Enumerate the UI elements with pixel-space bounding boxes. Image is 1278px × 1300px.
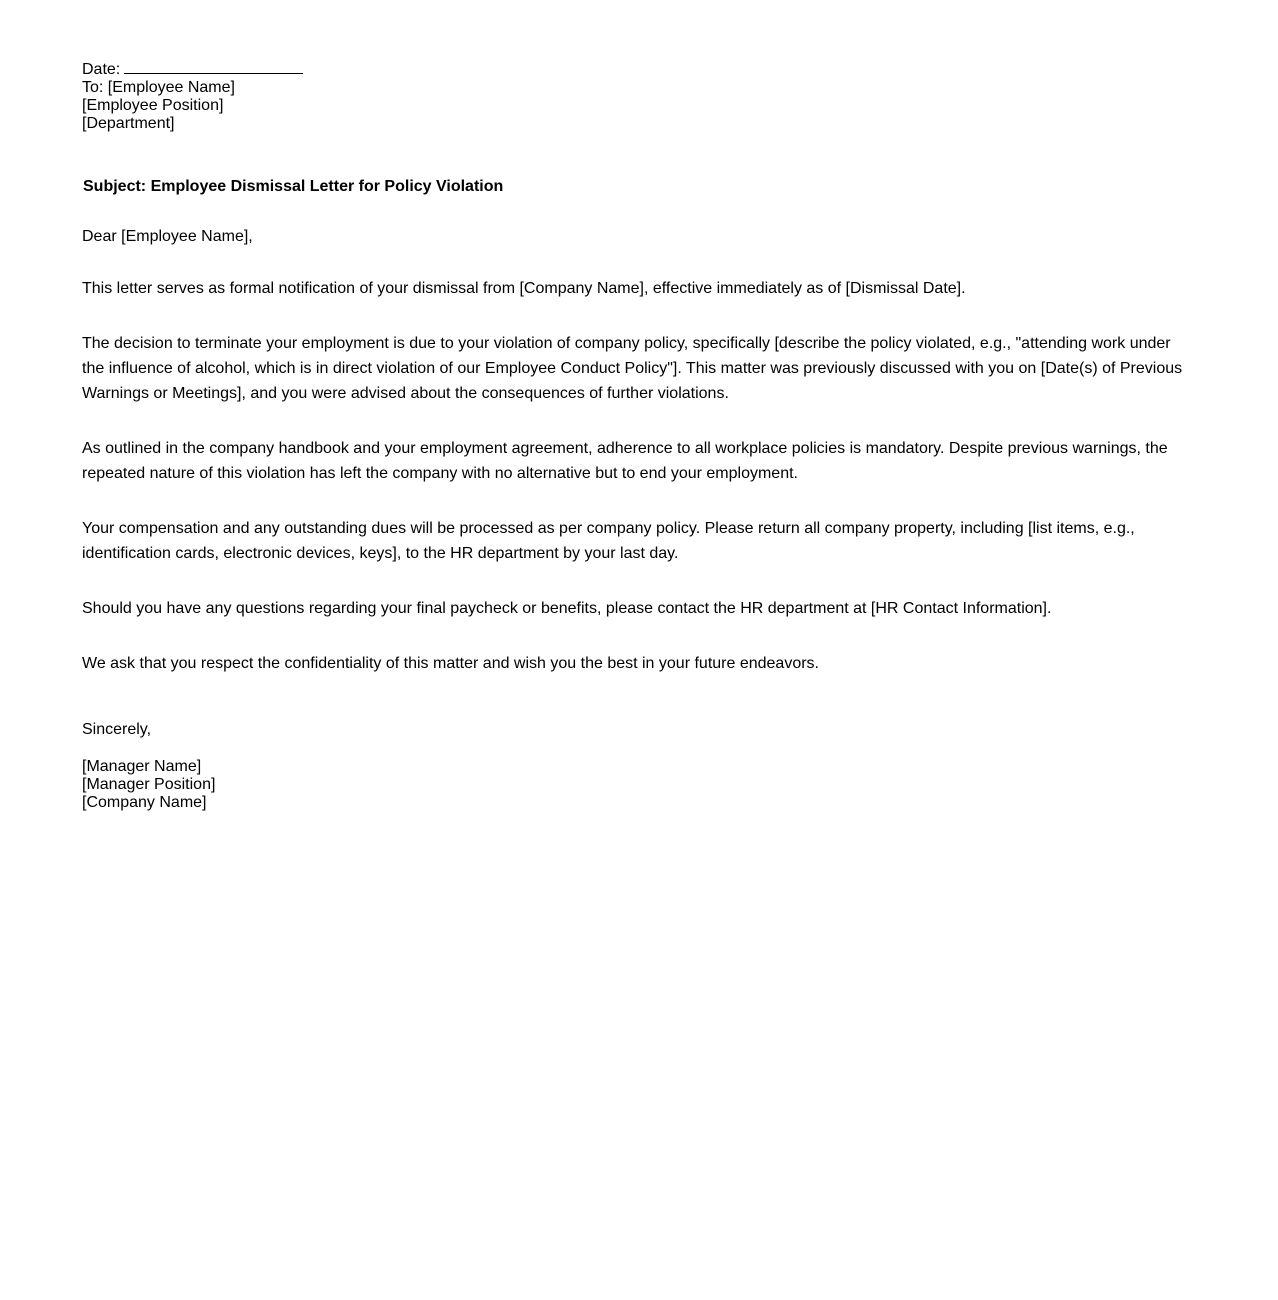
recipient-position: [Employee Position] xyxy=(82,97,224,114)
signer-company: [Company Name] xyxy=(82,794,207,811)
signer-position: [Manager Position] xyxy=(82,776,216,793)
body-paragraph-6: We ask that you respect the confidentiality of this matter and wish you the best in your future endeavors. xyxy=(82,655,819,672)
recipient-department: [Department] xyxy=(82,115,175,132)
date-line xyxy=(82,59,1192,79)
signature-block xyxy=(82,758,1192,812)
date-label: Date: xyxy=(82,61,121,78)
date-blank-field xyxy=(124,59,303,74)
body-paragraph-1: This letter serves as formal notification of your dismissal from [Company Name], effective immediately as of [Dismissal Date]. xyxy=(82,280,966,297)
body-paragraph-3: As outlined in the company handbook and your employment agreement, adherence to all workplace policies is mandatory. Despite previous warnings, the repeated nature of this violation has left the company with no alternative but to end your employment. xyxy=(82,440,1168,482)
signer-name: [Manager Name] xyxy=(82,758,202,775)
body-paragraph-4: Your compensation and any outstanding dues will be processed as per company policy. Please return all company property, including [list items, e.g., identification cards, electronic devices, keys], to the HR department by your last day. xyxy=(82,520,1135,562)
closing: Sincerely, xyxy=(82,721,152,738)
letter-header xyxy=(82,59,1192,133)
body-paragraph-2: The decision to terminate your employment is due to your violation of company policy, specifically [describe the policy violated, e.g., "attending work under the influence of alcohol, which is in direct violation of our Employee Conduct Policy"]. This matter was previously discussed with you on [Date(s) of Previous Warnings or Meetings], and you were advised about the consequences of further violations. xyxy=(82,335,1183,402)
recipient-line: To: [Employee Name] xyxy=(82,79,235,96)
letter-document xyxy=(82,59,1192,812)
body-paragraph-5: Should you have any questions regarding your final paycheck or benefits, please contact the HR department at [HR Contact Information]. xyxy=(82,600,1052,617)
letter-subject: Subject: Employee Dismissal Letter for Policy Violation xyxy=(83,178,504,195)
salutation: Dear [Employee Name], xyxy=(82,228,253,245)
